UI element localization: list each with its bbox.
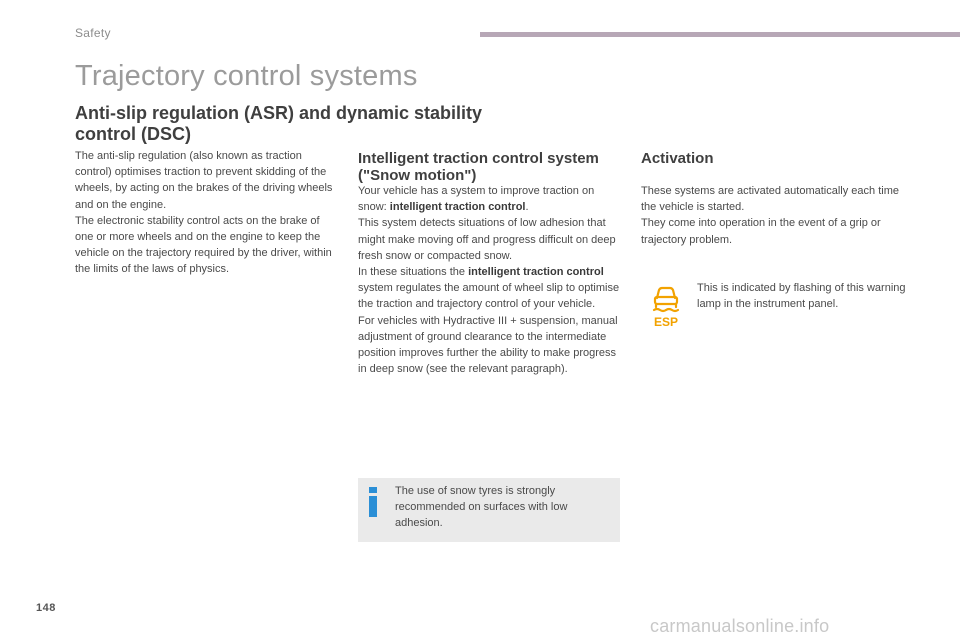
- traction-situations-paragraph: [358, 264, 620, 313]
- header-bar: [480, 32, 960, 37]
- esp-label: ESP: [653, 315, 679, 329]
- section-label: Safety: [75, 26, 111, 40]
- traction-situations-bold: intelligent traction control: [468, 266, 604, 279]
- hydractive-paragraph: For vehicles with Hydractive III + suspension, manual adjustment of ground clearance to the intermediate position improves further the ability to make progress in deep snow (see the relevant paragraph).: [358, 314, 618, 376]
- traction-intro-end: .: [525, 201, 529, 214]
- page-title: Trajectory control systems: [75, 60, 418, 92]
- stability-paragraph: The electronic stability control acts on the brake of one or more wheels and on the engine to keep the vehicle on the trajectory required by the driver, within the limits of the laws of physics.: [75, 214, 332, 276]
- page-number: 148: [36, 602, 56, 614]
- esp-description: This is indicated by flashing of this warning lamp in the instrument panel.: [697, 282, 906, 311]
- column-activation: [641, 183, 911, 248]
- info-box: [358, 478, 620, 542]
- main-heading: Anti-slip regulation (ASR) and dynamic stability control (DSC): [75, 103, 483, 144]
- watermark: carmanualsonline.info: [650, 616, 830, 636]
- anti-slip-paragraph: The anti-slip regulation (also known as traction control) optimises traction to prevent skidding of the wheels, by acting on the brakes of the driving wheels and on the engine.: [75, 150, 333, 211]
- traction-intro-bold: intelligent traction control: [389, 201, 526, 214]
- intelligent-traction-heading: Intelligent traction control system ("Snow motion"): [358, 150, 599, 184]
- traction-detects-paragraph: This system detects situations of low adhesion that might make moving off and progress difficult on deep fresh snow or compacted snow.: [358, 217, 616, 262]
- info-text: The use of snow tyres is strongly recommended on surfaces with low adhesion.: [395, 485, 568, 530]
- info-icon: [368, 487, 378, 517]
- activation-auto-paragraph: These systems are activated automatically each time the vehicle is started.: [641, 185, 900, 214]
- traction-intro-paragraph: [358, 183, 620, 215]
- traction-situations-end: system regulates the amount of wheel slip to optimise the traction and trajectory control of your vehicle.: [358, 282, 620, 311]
- column-anti-slip: [75, 148, 340, 278]
- traction-situations-text: In these situations the: [358, 266, 469, 279]
- activation-heading: Activation: [641, 150, 714, 167]
- esp-warning-lamp-icon: [648, 283, 684, 329]
- column-intelligent-traction: [358, 183, 620, 377]
- activation-operation-paragraph: They come into operation in the event of a grip or trajectory problem.: [641, 217, 881, 246]
- traction-intro-text: Your vehicle has a system to improve traction on snow:: [358, 185, 595, 214]
